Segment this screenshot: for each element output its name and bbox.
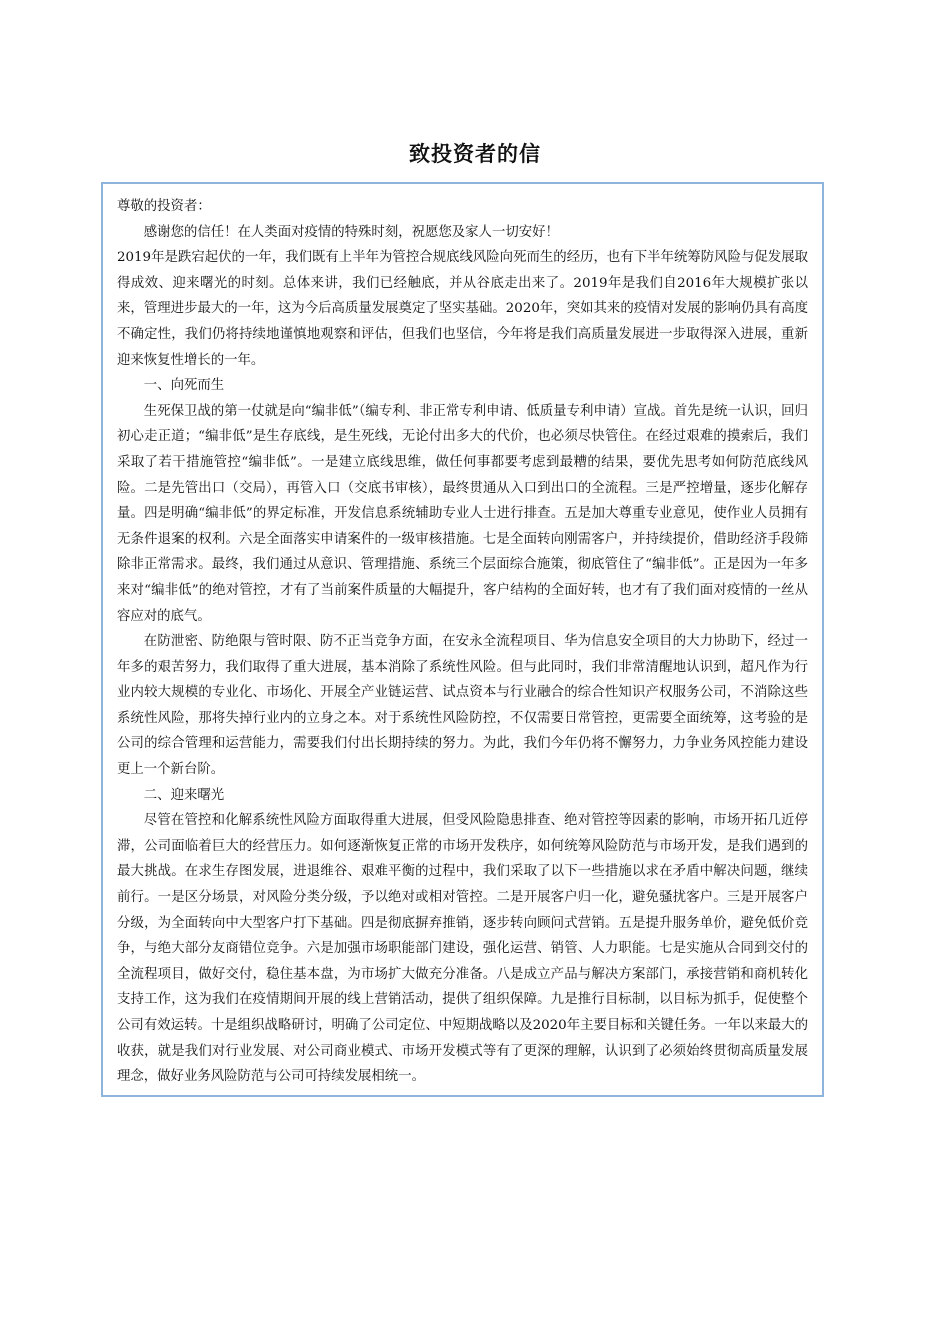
intro-paragraph: 2019年是跌宕起伏的一年，我们既有上半年为管控合规底线风险向死而生的经历，也有下半年统筹防风险与促发展取得成效、迎来曙光的时刻。总体来讲，我们已经触底，并从谷底走出来了。2019年是我们自2016年大规模扩张以来，管理进步最大的一年，这为今后高质量发展奠定了坚实基础。2020年，突如其来的疫情对发展的影响仍具有高度不确定性，我们仍将持续地谨慎地观察和评估，但我们也坚信，今年将是我们高质量发展进一步取得深入进展，重新迎来恢复性增长的一年。 [117,250,808,368]
greeting-paragraph: 感谢您的信任！在人类面对疫情的特殊时刻，祝愿您及家人一切安好！ [143,224,559,240]
page-title: 致投资者的信 [409,142,541,167]
letter-body-frame [101,182,824,1097]
section1-paragraph-2: 在防泄密、防绝限与管时限、防不正当竞争方面，在安永全流程项目、华为信息安全项目的大力协助下，经过一年多的艰苦努力，我们取得了重大进展，基本消除了系统性风险。但与此同时，我们非常清醒地认识到，超凡作为行业内较大规模的专业化、市场化、开展全产业链运营、试点资本与行业融合的综合性知识产权服务公司，不消除这些系统性风险，那将失掉行业内的立身之本。对于系统性风险防控，不仅需要日常管控，更需要全面统筹，这考验的是公司的综合管理和运营能力，需要我们付出长期持续的努力。为此，我们今年仍将不懈努力，力争业务风控能力建设更上一个新台阶。 [117,634,808,778]
section2-paragraph-1: 尽管在管控和化解系统性风险方面取得重大进展，但受风险隐患排查、绝对管控等因素的影响，市场开拓几近停滞，公司面临着巨大的经营压力。如何逐渐恢复正常的市场开发秩序，如何统筹风险防范与市场开发，是我们遇到的最大挑战。在求生存图发展，进退维谷、艰难平衡的过程中，我们采取了以下一些措施以求在矛盾中解决问题，继续前行。一是区分场景，对风险分类分级，予以绝对或相对管控。二是开展客户归一化，避免骚扰客户。三是开展客户分级，为全面转向中大型客户打下基础。四是彻底摒弃推销，逐步转向顾问式营销。五是提升服务单价，避免低价竞争，与绝大部分友商错位竞争。六是加强市场职能部门建设，强化运营、销管、人力职能。七是实施从合同到交付的全流程项目，做好交付，稳住基本盘，为市场扩大做充分准备。八是成立产品与解决方案部门，承接营销和商机转化支持工作，这为我们在疫情期间开展的线上营销活动，提供了组织保障。九是推行目标制，以目标为抓手，促使整个公司有效运转。十是组织战略研讨，明确了公司定位、中短期战略以及2020年主要目标和关键任务。一年以来最大的收获，就是我们对行业发展、对公司商业模式、市场开发模式等有了更深的理解，认识到了必须始终贯彻高质量发展理念，做好业务风险防范与公司可持续发展相统一。 [117,813,808,1085]
section-heading-2: 二、迎来曙光 [143,787,225,803]
section-heading-1: 一、向死而生 [143,378,225,394]
section1-paragraph-1: 生死保卫战的第一仗就是向“编非低”（编专利、非正常专利申请、低质量专利申请）宣战。首先是统一认识，回归初心走正道；“编非低”是生存底线，是生死线，无论付出多大的代价，也必须尽快管住。在经过艰难的摸索后，我们采取了若干措施管控“编非低”。一是建立底线思维，做任何事都要考虑到最糟的结果，要优先思考如何防范底线风险。二是先管出口（交局），再管入口（交底书审核），最终贯通从入口到出口的全流程。三是严控增量，逐步化解存量。四是明确“编非低”的界定标准，开发信息系统辅助专业人士进行排查。五是加大尊重专业意见，使作业人员拥有无条件退案的权利。六是全面落实申请案件的一级审核措施。七是全面转向刚需客户，并持续提价，借助经济手段筛除非正常需求。最终，我们通过从意识、管理措施、系统三个层面综合施策，彻底管住了“编非低”。正是因为一年多来对“编非低”的绝对管控，才有了当前案件质量的大幅提升，客户结构的全面好转，也才有了我们面对疫情的一丝从容应对的底气。 [117,403,808,624]
salutation: 尊敬的投资者： [117,199,211,214]
